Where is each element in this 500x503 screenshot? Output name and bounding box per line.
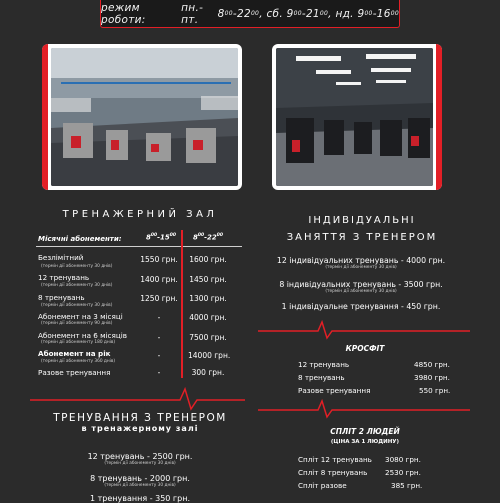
gym-section-title: ТРЕНАЖЕРНИЙ ЗАЛ — [62, 209, 218, 220]
gym-table-header-line — [36, 246, 242, 247]
pulse-divider-right-1 — [258, 318, 470, 340]
split-subtitle: (ЦІНА ЗА 1 ЛЮДИНУ) — [330, 439, 400, 445]
working-hours-box: режим роботи: пн.-пт. 8 00 - 22 00 , сб. 9 00 - 21 00 , нд. 9 00 - 16 00 — [100, 0, 400, 28]
crossfit-title: КРОСФІТ — [345, 344, 385, 353]
gym-table-divider — [181, 230, 183, 378]
gym-column-label: Місячні абонементи: — [38, 235, 122, 243]
sunday-label: нд. — [335, 7, 354, 20]
gym-column-2-hours: $8^{00}-22^{00}$ — [193, 233, 224, 242]
individual-row: 1 індивідуальне тренування - 450 грн. — [281, 302, 441, 311]
gym-photo-right — [276, 48, 433, 186]
card-accent-bar — [42, 44, 48, 190]
saturday-label: сб. — [266, 7, 283, 20]
gym-column-1-hours: $8^{00}-15^{00}$ — [146, 233, 177, 242]
trainer-gym-row: 8 тренувань - 2000 грн. (термін дії абонементу 30 днів) — [90, 474, 190, 488]
split-title: СПЛІТ 2 ЛЮДЕЙ — [330, 427, 400, 436]
trainer-gym-row: 1 тренування - 350 грн. — [90, 494, 190, 503]
card-accent-bar — [436, 44, 442, 190]
hours-label: режим роботи: — [101, 1, 146, 26]
gym-photo-card-right — [272, 44, 442, 190]
gym-photo-left — [51, 48, 238, 186]
trainer-gym-title: ТРЕНУВАННЯ З ТРЕНЕРОМ в тренажерному залі — [53, 412, 227, 433]
pulse-divider-left — [30, 385, 245, 411]
individual-section-title: ІНДИВІДУАЛЬНІ ЗАНЯТТЯ З ТРЕНЕРОМ — [286, 215, 438, 243]
trainer-gym-row: 12 тренувань - 2500 грн. (термін дії абонементу 30 днів) — [87, 452, 193, 466]
pulse-divider-right-2 — [258, 398, 470, 420]
gym-photo-card-left — [42, 44, 242, 190]
individual-row: 12 індивідуальних тренувань - 4000 грн. (термін дії абонементу 30 днів) — [276, 256, 446, 270]
weekdays-label: пн.-пт. — [181, 1, 204, 26]
individual-row: 8 індивідуальних тренувань - 3500 грн. (термін дії абонементу 30 днів) — [279, 280, 443, 294]
